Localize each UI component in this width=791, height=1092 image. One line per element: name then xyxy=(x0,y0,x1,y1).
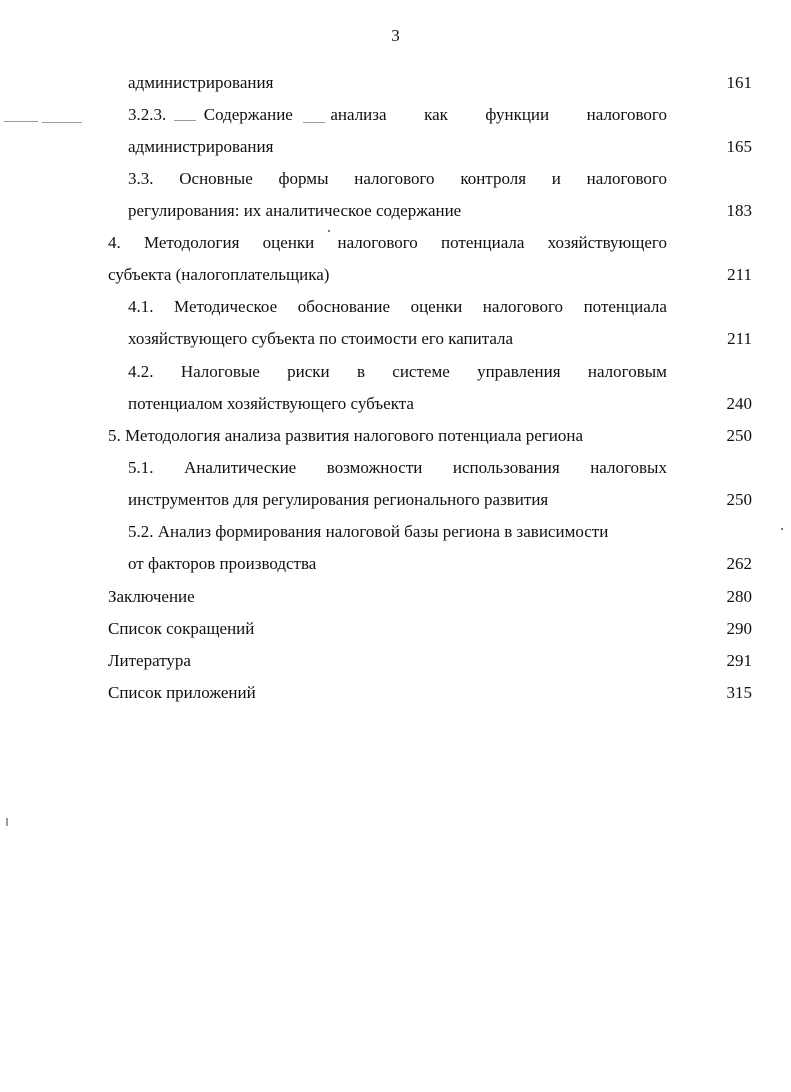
toc-word: анализа xyxy=(330,105,387,124)
toc-entry-heading: Литература xyxy=(108,651,191,670)
toc-word: налогового xyxy=(482,297,564,316)
toc-entry-heading xyxy=(128,169,667,189)
toc-entry-heading: Список приложений xyxy=(108,683,256,702)
toc-word: 4.1. xyxy=(128,297,154,316)
toc-word: оценки xyxy=(410,297,463,316)
toc-entry-heading: Заключение xyxy=(108,587,195,606)
page-number: 3 xyxy=(391,26,400,45)
scan-artifact-line xyxy=(42,122,82,123)
toc-entry-heading xyxy=(108,233,667,253)
toc-page-number: 291 xyxy=(726,651,752,670)
toc-word: Аналитические xyxy=(184,458,297,477)
toc-entry-text: регулирования: их аналитическое содержание xyxy=(128,201,462,220)
toc-word: налогового xyxy=(337,233,418,252)
toc-word: 5.1. xyxy=(128,458,154,477)
toc-word: Основные xyxy=(179,169,253,188)
toc-word: налогового xyxy=(354,169,435,188)
toc-page-number: 161 xyxy=(726,73,752,92)
toc-page-number: 211 xyxy=(727,329,752,348)
toc-word: налогового xyxy=(586,105,667,124)
toc-word: 4. xyxy=(108,233,121,252)
toc-entry-text: потенциалом хозяйствующего субъекта xyxy=(128,394,414,413)
toc-page-number: 240 xyxy=(726,394,752,413)
toc-entry-heading: 5. Методология анализа развития налогового потенциала региона xyxy=(108,426,584,445)
toc-word: и xyxy=(551,169,561,188)
toc-page-number: 183 xyxy=(726,201,752,220)
toc-word: контроля xyxy=(460,169,527,188)
toc-entry-heading xyxy=(128,458,667,478)
toc-page-number: 280 xyxy=(726,587,752,606)
toc-word: риски xyxy=(287,362,330,381)
toc-word: 3.2.3. xyxy=(128,105,167,124)
scan-artifact-line xyxy=(303,122,325,123)
toc-entry-heading xyxy=(128,362,667,382)
toc-word: Методическое xyxy=(174,297,278,316)
toc-word: использования xyxy=(452,458,560,477)
toc-word: Налоговые xyxy=(180,362,260,381)
toc-entry-heading xyxy=(128,297,667,317)
toc-word: налогового xyxy=(586,169,667,188)
scan-artifact-mark xyxy=(6,818,8,826)
toc-page-number: 262 xyxy=(726,554,752,573)
toc-page-number: 250 xyxy=(726,426,752,445)
toc-word: Содержание xyxy=(203,105,293,124)
toc-entry-text: от факторов производства xyxy=(128,554,317,573)
toc-word: 3.3. xyxy=(128,169,154,188)
toc-page-number: 315 xyxy=(726,683,752,702)
toc-word: хозяйствующего xyxy=(547,233,667,252)
scan-artifact-line xyxy=(174,120,196,121)
toc-entry-text: администрирования xyxy=(128,137,274,156)
toc-word: 4.2. xyxy=(128,362,154,381)
scan-artifact-dot xyxy=(328,230,330,232)
toc-page-number: 290 xyxy=(726,619,752,638)
toc-page-number: 250 xyxy=(726,490,752,509)
toc-entry-text: субъекта (налогоплательщика) xyxy=(108,265,330,284)
toc-word: налоговым xyxy=(587,362,667,381)
toc-word: налоговых xyxy=(590,458,667,477)
toc-word: системе xyxy=(392,362,450,381)
toc-word: потенциала xyxy=(441,233,525,252)
toc-entry-heading xyxy=(128,105,667,125)
scan-artifact-line xyxy=(4,121,38,122)
toc-word: формы xyxy=(278,169,329,188)
scan-artifact-dot xyxy=(781,528,783,530)
toc-entry-text: хозяйствующего субъекта по стоимости его капитала xyxy=(128,329,514,348)
toc-word: потенциала xyxy=(583,297,667,316)
toc-word: возможности xyxy=(326,458,423,477)
toc-word: оценки xyxy=(262,233,315,252)
toc-word: функции xyxy=(485,105,550,124)
toc-word: в xyxy=(356,362,365,381)
toc-entry-heading: Список сокращений xyxy=(108,619,255,638)
toc-word: как xyxy=(424,105,448,124)
toc-entry-text: администрирования xyxy=(128,73,274,92)
toc-entry-text: инструментов для регулирования регионального развития xyxy=(128,490,549,509)
toc-word: обоснование xyxy=(297,297,391,316)
toc-word: управления xyxy=(477,362,561,381)
toc-entry-heading: 5.2. Анализ формирования налоговой базы региона в зависимости xyxy=(128,522,609,541)
toc-word: Методология xyxy=(143,233,240,252)
toc-page-number: 211 xyxy=(727,265,752,284)
toc-page-number: 165 xyxy=(726,137,752,156)
